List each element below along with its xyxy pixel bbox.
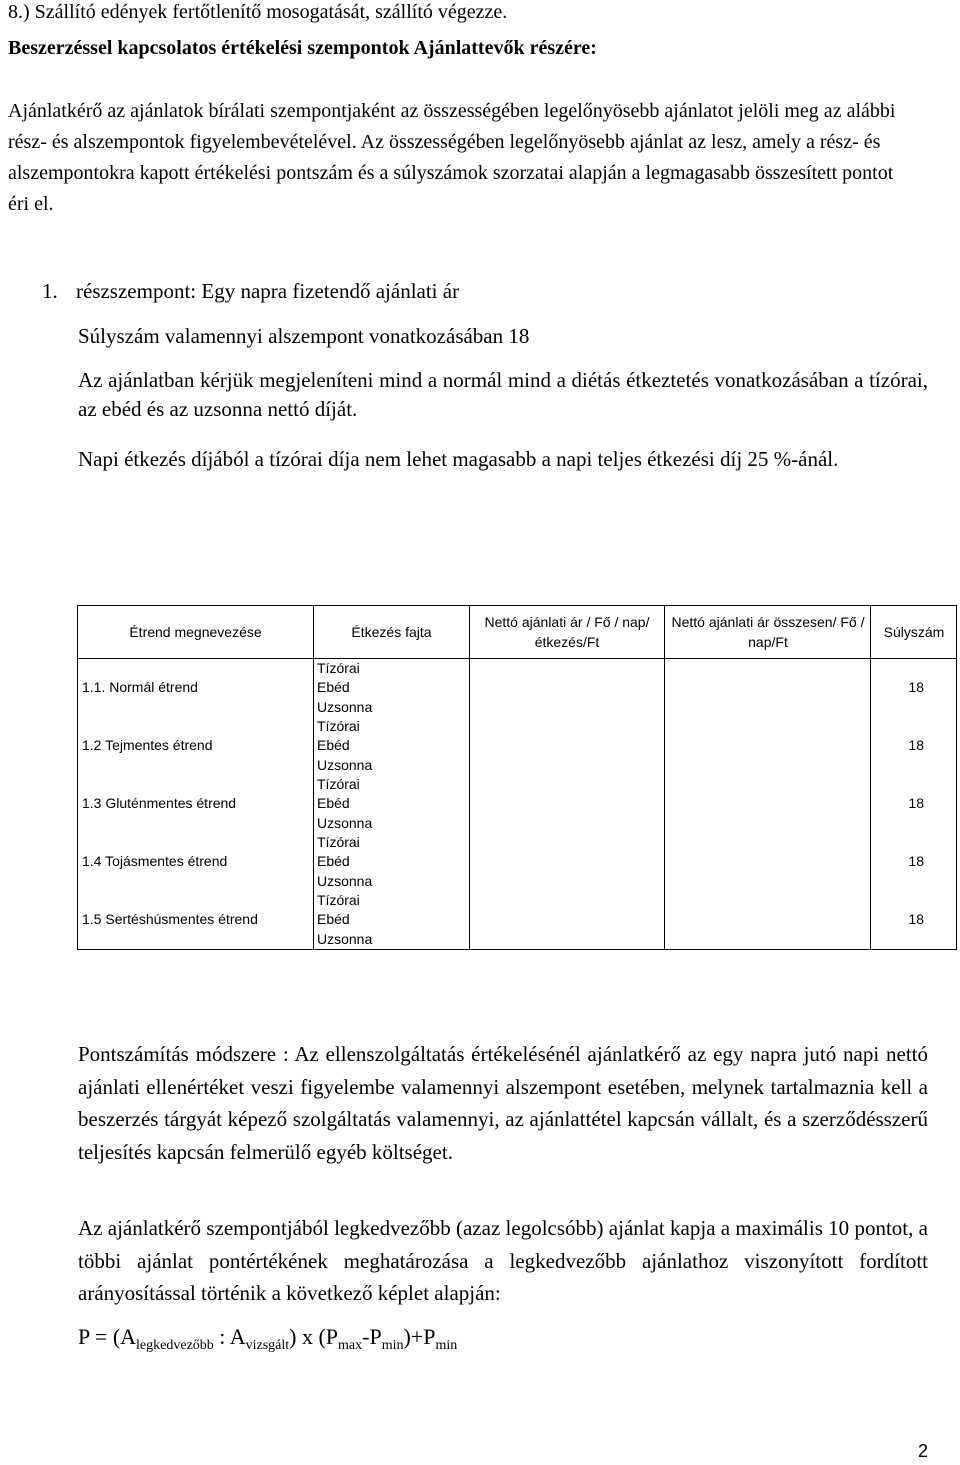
- limit-paragraph: Napi étkezés díjából a tízórai díja nem lehet magasabb a napi teljes étkezési díj 25 %-ánál.: [78, 447, 839, 471]
- price-table: [77, 605, 957, 950]
- meal-type: Ebéd: [317, 911, 350, 927]
- top-line: 8.) Szállító edények fertőtlenítő mosogatását, szállító végezze.: [8, 1, 508, 23]
- meal-type: Uzsonna: [317, 757, 373, 773]
- meal-type: Uzsonna: [317, 873, 373, 889]
- formula-part: P = (A: [78, 1324, 137, 1349]
- meal-type: Uzsonna: [317, 931, 373, 947]
- meal-type: Ebéd: [317, 795, 350, 811]
- header-meal-type: Étkezés fajta: [351, 624, 432, 640]
- best-offer-paragraph: Az ajánlatkérő szempontjából legkedvezőbb (azaz legolcsóbb) ajánlat kapja a maximális 10 pontot, a többi ajánlat pontértékének meghatározása a legkedvezőbb ajánlathoz viszonyított fordított arányosítással történik a következő képlet alapján:: [78, 1216, 928, 1305]
- weight-line: Súlyszám valamennyi alszempont vonatkozásában 18: [78, 324, 530, 348]
- formula-part: ) x (P: [289, 1324, 339, 1349]
- table-header-divider: [78, 658, 956, 659]
- menu-name: 1.2 Tejmentes étrend: [82, 737, 213, 753]
- meal-type: Tízórai: [317, 718, 360, 734]
- meal-type: Ebéd: [317, 679, 350, 695]
- meal-type: Tízórai: [317, 776, 360, 792]
- header-net-price-total: Nettó ajánlati ár összesen/ Fő / nap/Ft: [671, 614, 865, 650]
- formula-part: )+P: [403, 1324, 436, 1349]
- criterion-number: 1.: [42, 279, 58, 303]
- menu-name: 1.3 Gluténmentes étrend: [82, 795, 237, 811]
- meal-type: Uzsonna: [317, 815, 373, 831]
- weight-value: 18: [908, 679, 924, 695]
- menu-name: 1.5 Sertéshúsmentes étrend: [82, 911, 258, 927]
- meal-type: Tízórai: [317, 892, 360, 908]
- formula-subscript: min: [381, 1338, 404, 1353]
- formula-subscript: min: [435, 1338, 458, 1353]
- page-number: 2: [917, 1441, 928, 1461]
- formula-part: : A: [213, 1324, 246, 1349]
- intro-text: Ajánlatkérő az ajánlatok bírálati szempontjaként az összességében legelőnyösebb ajánlatot jelöli meg az alábbi rész- és alszempontok figyelembevételével. Az összességében legelőnyösebb ajánlat az lesz, amely a rész- és alszempontokra kapott értékelési pontszám és a súlyszámok szorzatai alapján a legmagasabb összesített pontot éri el.: [8, 100, 896, 215]
- intro-paragraph: [8, 96, 918, 220]
- weight-value: 18: [908, 853, 924, 869]
- formula-subscript: vizsgált: [245, 1338, 290, 1353]
- header-net-price-per-meal: Nettó ajánlati ár / Fő / nap/étkezés/Ft: [484, 614, 650, 650]
- formula-subscript: max: [338, 1338, 363, 1353]
- header-weight: Súlyszám: [883, 624, 945, 640]
- meal-type: Ebéd: [317, 737, 350, 753]
- meal-type: Tízórai: [317, 660, 360, 676]
- section-heading: Beszerzéssel kapcsolatos értékelési szempontok Ajánlattevők részére:: [8, 37, 597, 59]
- header-menu-name: Étrend megnevezése: [129, 624, 262, 640]
- formula-subscript: legkedvezőbb: [136, 1338, 214, 1353]
- method-paragraph: Pontszámítás módszere : Az ellenszolgáltatás értékelésénél ajánlatkérő az egy napra jutó napi nettó ajánlati ellenértéket veszi figyelembe valamennyi alszempont esetében, melynek tartalmaznia kell a beszerzés tárgyát képező szolgáltatás valamennyi, az ajánlattétel kapcsán vállalt, és a szerződésszerű teljesítés kapcsán felmerülő egyéb költséget.: [78, 1042, 928, 1164]
- weight-value: 18: [908, 737, 924, 753]
- criterion-title: [42, 277, 459, 305]
- request-paragraph: Az ajánlatban kérjük megjeleníteni mind a normál mind a diétás étkeztetés vonatkozásában a tízórai, az ebéd és az uzsonna nettó díját.: [78, 368, 928, 421]
- meal-type: Uzsonna: [317, 699, 373, 715]
- weight-value: 18: [908, 795, 924, 811]
- menu-name: 1.1. Normál étrend: [82, 679, 198, 695]
- criterion-title-text: részszempont: Egy napra fizetendő ajánlati ár: [76, 279, 460, 303]
- formula-part: -P: [362, 1324, 382, 1349]
- weight-value: 18: [908, 911, 924, 927]
- meal-type: Ebéd: [317, 853, 350, 869]
- scoring-formula: [78, 1322, 457, 1361]
- meal-type: Tízórai: [317, 834, 360, 850]
- menu-name: 1.4 Tojásmentes étrend: [82, 853, 228, 869]
